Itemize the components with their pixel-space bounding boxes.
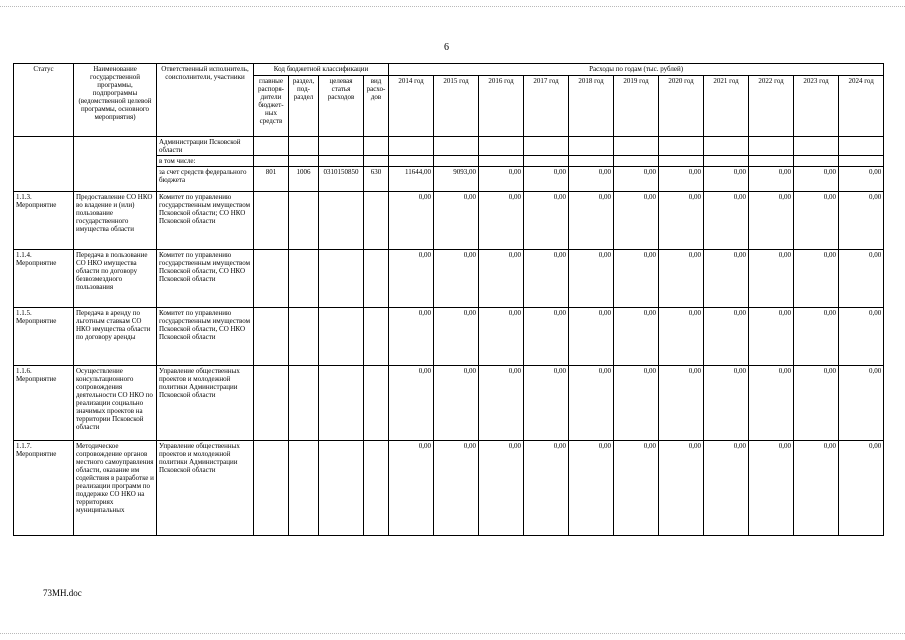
cell-value: 0,00 (794, 441, 839, 536)
cell-executor: Управление общественных проектов и молодежной политики Администрации Псковской области (157, 441, 254, 536)
cell-value: 0,00 (479, 441, 524, 536)
header-year: 2019 год (614, 76, 659, 137)
cell-value: 0,00 (749, 167, 794, 192)
cell-value: 0,00 (434, 366, 479, 441)
cell-value: 0,00 (794, 366, 839, 441)
cell-value: 0,00 (434, 192, 479, 250)
cell-value: 0,00 (749, 250, 794, 308)
cell-name: Предоставление СО НКО во владение и (или) пользование государственного имущества области (74, 192, 157, 250)
header-year: 2018 год (569, 76, 614, 137)
cell-federal-label: за счет средств федерального бюджета (157, 167, 254, 192)
header-executor: Ответственный исполнитель, соисполнители, участники (157, 64, 254, 137)
cell-value: 0,00 (704, 366, 749, 441)
cell-name: Осуществление консультационного сопровождения деятельности СО НКО по реализации социально значимых проектов на территории Псковской области (74, 366, 157, 441)
table-row (14, 308, 884, 366)
cell-value: 0,00 (704, 308, 749, 366)
cell-value: 0,00 (479, 366, 524, 441)
budget-table (13, 63, 884, 536)
cell-value: 0,00 (839, 308, 884, 366)
header-year: 2022 год (749, 76, 794, 137)
cell-value: 0,00 (524, 250, 569, 308)
cell-value: 0,00 (614, 192, 659, 250)
header-target: целевая статья расходов (319, 76, 364, 137)
header-main-managers: главные распоря-дители бюджет-ных средств (254, 76, 289, 137)
cell-value: 0,00 (794, 167, 839, 192)
cell-executor: Комитет по управлению государственным имуществом Псковской области, СО НКО Псковской области (157, 308, 254, 366)
page-number: 6 (444, 42, 449, 53)
header-year: 2020 год (659, 76, 704, 137)
cell-value: 0,00 (839, 441, 884, 536)
cell-value: 0,00 (434, 250, 479, 308)
cell-value: 0,00 (794, 250, 839, 308)
cell-value: 0,00 (569, 167, 614, 192)
header-expense-type: вид расхо-дов (364, 76, 389, 137)
cell-value: 0,00 (434, 308, 479, 366)
cell-value: 0,00 (524, 366, 569, 441)
header-expenses: Расходы по годам (тыс. рублей) (389, 64, 884, 76)
cell-value: 0,00 (524, 167, 569, 192)
cell-type: 630 (364, 167, 389, 192)
cell-value: 0,00 (479, 250, 524, 308)
cell-value: 0,00 (569, 250, 614, 308)
cell-value: 0,00 (389, 308, 434, 366)
cell-value: 0,00 (614, 250, 659, 308)
cell-value: 0,00 (704, 441, 749, 536)
cell-status: 1.1.7. Мероприятие (14, 441, 74, 536)
cell-value: 0,00 (569, 308, 614, 366)
cell-target: 0310150850 (319, 167, 364, 192)
cell-value: 0,00 (704, 167, 749, 192)
table-row (14, 250, 884, 308)
header-year: 2017 год (524, 76, 569, 137)
cell-executor: Комитет по управлению государственным имуществом Псковской области; СО НКО Псковской области (157, 192, 254, 250)
cell-value: 0,00 (659, 441, 704, 536)
cell-value: 0,00 (389, 250, 434, 308)
cell-status: 1.1.6. Мероприятие (14, 366, 74, 441)
cell-value: 0,00 (614, 366, 659, 441)
cell-value: 0,00 (614, 441, 659, 536)
header-name: Наименование государственной программы, подпрограммы (ведомственной целевой программы, основного мероприятия) (74, 64, 157, 137)
cell-value: 0,00 (704, 250, 749, 308)
table-row (14, 366, 884, 441)
cell-empty (74, 137, 157, 192)
cell-value: 0,00 (839, 250, 884, 308)
header-year: 2021 год (704, 76, 749, 137)
cell-value: 0,00 (524, 308, 569, 366)
cell-value: 0,00 (749, 192, 794, 250)
cell-in-that-number: в том числе: (157, 156, 254, 167)
cell-executor: Управление общественных проектов и молодежной политики Администрации Псковской области (157, 366, 254, 441)
cell-value: 0,00 (839, 366, 884, 441)
cell-value: 0,00 (524, 441, 569, 536)
cell-value: 0,00 (794, 308, 839, 366)
scan-edge-bottom (0, 633, 905, 634)
header-status: Статус (14, 64, 74, 137)
header-budget-code: Код бюджетной классификации (254, 64, 389, 76)
cell-value: 0,00 (749, 366, 794, 441)
cell-value: 0,00 (659, 366, 704, 441)
cell-value: 0,00 (749, 308, 794, 366)
cell-value: 0,00 (659, 250, 704, 308)
cell-value: 9093,00 (434, 167, 479, 192)
cell-executor: Комитет по управлению государственным имуществом Псковской области, СО НКО Псковской области (157, 250, 254, 308)
cell-value: 0,00 (839, 192, 884, 250)
cell-value: 0,00 (659, 167, 704, 192)
cell-value: 0,00 (479, 308, 524, 366)
table-row (14, 192, 884, 250)
cell-grbs: 801 (254, 167, 289, 192)
cell-value: 0,00 (389, 441, 434, 536)
header-year: 2024 год (839, 76, 884, 137)
cell-value: 0,00 (389, 192, 434, 250)
cell-status: 1.1.4. Мероприятие (14, 250, 74, 308)
cell-admin: Администрации Псковской области (157, 137, 254, 156)
cell-value: 11644,00 (389, 167, 434, 192)
cell-value: 0,00 (569, 192, 614, 250)
header-row (14, 64, 884, 76)
cell-value: 0,00 (659, 192, 704, 250)
cell-value: 0,00 (434, 441, 479, 536)
scan-edge-top (0, 6, 905, 7)
cell-value: 0,00 (704, 192, 749, 250)
table-row (14, 441, 884, 536)
header-year: 2016 год (479, 76, 524, 137)
cell-value: 0,00 (749, 441, 794, 536)
cell-name: Методическое сопровождение органов местного самоуправления области, оказание им содействия в разработке и реализации программ по поддержке СО НКО на территориях муниципальных (74, 441, 157, 536)
cell-status: 1.1.5. Мероприятие (14, 308, 74, 366)
cell-empty (14, 137, 74, 192)
cell-value: 0,00 (614, 308, 659, 366)
cell-value: 0,00 (569, 441, 614, 536)
header-year: 2023 год (794, 76, 839, 137)
table-row-admin (14, 137, 884, 156)
header-year: 2015 год (434, 76, 479, 137)
cell-value: 0,00 (479, 192, 524, 250)
cell-value: 0,00 (794, 192, 839, 250)
footer-filename: 73МН.doc (43, 588, 82, 598)
cell-name: Передача в пользование СО НКО имущества области по договору безвозмездного пользования (74, 250, 157, 308)
cell-status: 1.1.3. Мероприятие (14, 192, 74, 250)
cell-value: 0,00 (614, 167, 659, 192)
cell-value: 0,00 (524, 192, 569, 250)
cell-value: 0,00 (839, 167, 884, 192)
cell-name: Передача в аренду по льготным ставкам СО НКО имущества области по договору аренды (74, 308, 157, 366)
cell-value: 0,00 (569, 366, 614, 441)
cell-value: 0,00 (389, 366, 434, 441)
header-year: 2014 год (389, 76, 434, 137)
cell-section: 1006 (289, 167, 319, 192)
cell-value: 0,00 (659, 308, 704, 366)
header-section: раздел, под-раздел (289, 76, 319, 137)
cell-value: 0,00 (479, 167, 524, 192)
